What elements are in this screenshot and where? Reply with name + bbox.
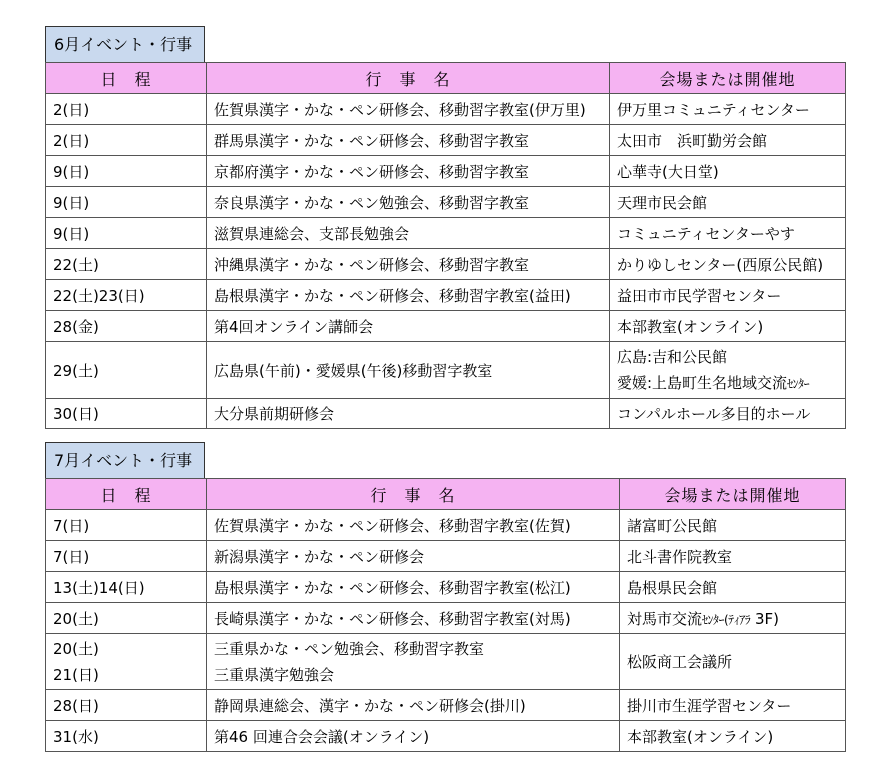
date-cell	[46, 634, 207, 690]
date-cell: 22(土)	[46, 249, 207, 280]
venue-cell: 本部教室(オンライン)	[610, 311, 846, 342]
event-cell: 島根県漢字・かな・ペン研修会、移動習字教室(松江)	[207, 572, 620, 603]
date-line: 20(土)	[53, 639, 99, 658]
venue-cell: 諸富町公民館	[620, 510, 846, 541]
table-row	[46, 280, 846, 311]
event-cell: 広島県(午前)・愛媛県(午後)移動習字教室	[207, 342, 610, 399]
venue-text: 愛媛:上島町生名地域交流	[617, 373, 788, 392]
date-cell: 7(日)	[46, 541, 207, 572]
venue-line-ehime	[617, 370, 845, 397]
venue-cell: 掛川市生涯学習センター	[620, 690, 846, 721]
date-cell: 28(金)	[46, 311, 207, 342]
table-row	[46, 510, 846, 541]
date-cell: 22(土)23(日)	[46, 280, 207, 311]
venue-cell: 伊万里コミュニティセンター	[610, 94, 846, 125]
table-row	[46, 94, 846, 125]
event-cell: 滋賀県連総会、支部長勉強会	[207, 218, 610, 249]
table-header-row	[46, 63, 846, 94]
event-cell	[207, 634, 620, 690]
event-cell: 新潟県漢字・かな・ペン研修会	[207, 541, 620, 572]
table-row	[46, 218, 846, 249]
july-section-label: 7月イベント・行事	[45, 442, 205, 479]
header-date: 日 程	[46, 63, 207, 94]
date-line: 21(日)	[53, 665, 99, 684]
event-cell: 佐賀県漢字・かな・ペン研修会、移動習字教室(伊万里)	[207, 94, 610, 125]
table-row	[46, 399, 846, 429]
table-row	[46, 156, 846, 187]
date-cell: 9(日)	[46, 156, 207, 187]
venue-cell: 北斗書作院教室	[620, 541, 846, 572]
event-cell: 佐賀県漢字・かな・ペン研修会、移動習字教室(佐賀)	[207, 510, 620, 541]
header-date: 日 程	[46, 479, 207, 510]
table-header-row	[46, 479, 846, 510]
date-cell: 29(土)	[46, 342, 207, 399]
header-venue: 会場または開催地	[610, 63, 846, 94]
date-cell: 2(日)	[46, 125, 207, 156]
date-cell: 2(日)	[46, 94, 207, 125]
date-cell: 9(日)	[46, 218, 207, 249]
venue-cell	[620, 603, 846, 634]
date-cell: 9(日)	[46, 187, 207, 218]
date-cell: 28(日)	[46, 690, 207, 721]
june-events-table	[45, 62, 846, 429]
table-row	[46, 125, 846, 156]
venue-text-small: ｾﾝﾀｰ(ﾃｨｱﾗ	[702, 612, 751, 627]
date-cell: 20(土)	[46, 603, 207, 634]
venue-cell: 松阪商工会議所	[620, 634, 846, 690]
event-line: 三重県かな・ペン勉強会、移動習字教室	[214, 639, 485, 658]
table-row	[46, 541, 846, 572]
date-cell: 13(土)14(日)	[46, 572, 207, 603]
venue-cell: 心華寺(大日堂)	[610, 156, 846, 187]
event-cell: 第4回オンライン講師会	[207, 311, 610, 342]
venue-text-floor: 3F)	[750, 609, 779, 628]
date-cell: 30(日)	[46, 399, 207, 429]
header-venue: 会場または開催地	[620, 479, 846, 510]
table-row	[46, 311, 846, 342]
venue-cell: 太田市 浜町勤労会館	[610, 125, 846, 156]
table-row	[46, 342, 846, 399]
venue-cell: 島根県民会館	[620, 572, 846, 603]
table-row	[46, 634, 846, 690]
date-cell: 31(水)	[46, 721, 207, 752]
event-cell: 第46 回連合会会議(オンライン)	[207, 721, 620, 752]
venue-cell: 益田市市民学習センター	[610, 280, 846, 311]
july-events-table	[45, 478, 846, 752]
event-line: 三重県漢字勉強会	[214, 665, 335, 684]
event-cell: 島根県漢字・かな・ペン研修会、移動習字教室(益田)	[207, 280, 610, 311]
table-row	[46, 572, 846, 603]
event-cell: 静岡県連総会、漢字・かな・ペン研修会(掛川)	[207, 690, 620, 721]
table-row	[46, 603, 846, 634]
venue-cell: コンパルホール多目的ホール	[610, 399, 846, 429]
header-event: 行 事 名	[207, 63, 610, 94]
venue-cell: 天理市民会館	[610, 187, 846, 218]
venue-cell	[610, 342, 846, 399]
event-cell: 奈良県漢字・かな・ペン勉強会、移動習字教室	[207, 187, 610, 218]
event-cell: 沖縄県漢字・かな・ペン研修会、移動習字教室	[207, 249, 610, 280]
venue-cell: 本部教室(オンライン)	[620, 721, 846, 752]
table-row	[46, 249, 846, 280]
venue-cell: コミュニティセンターやす	[610, 218, 846, 249]
table-row	[46, 187, 846, 218]
event-cell: 京都府漢字・かな・ペン研修会、移動習字教室	[207, 156, 610, 187]
date-cell: 7(日)	[46, 510, 207, 541]
table-row	[46, 721, 846, 752]
june-section-label: 6月イベント・行事	[45, 26, 205, 63]
venue-text: 対馬市交流	[627, 609, 703, 628]
event-cell: 群馬県漢字・かな・ペン研修会、移動習字教室	[207, 125, 610, 156]
header-event: 行 事 名	[207, 479, 620, 510]
table-row	[46, 690, 846, 721]
venue-cell: かりゆしセンター(西原公民館)	[610, 249, 846, 280]
event-cell: 大分県前期研修会	[207, 399, 610, 429]
venue-line-hiroshima: 広島:吉和公民館	[617, 347, 728, 366]
event-cell: 長崎県漢字・かな・ペン研修会、移動習字教室(対馬)	[207, 603, 620, 634]
venue-text-small: ｾﾝﾀｰ	[787, 376, 810, 391]
